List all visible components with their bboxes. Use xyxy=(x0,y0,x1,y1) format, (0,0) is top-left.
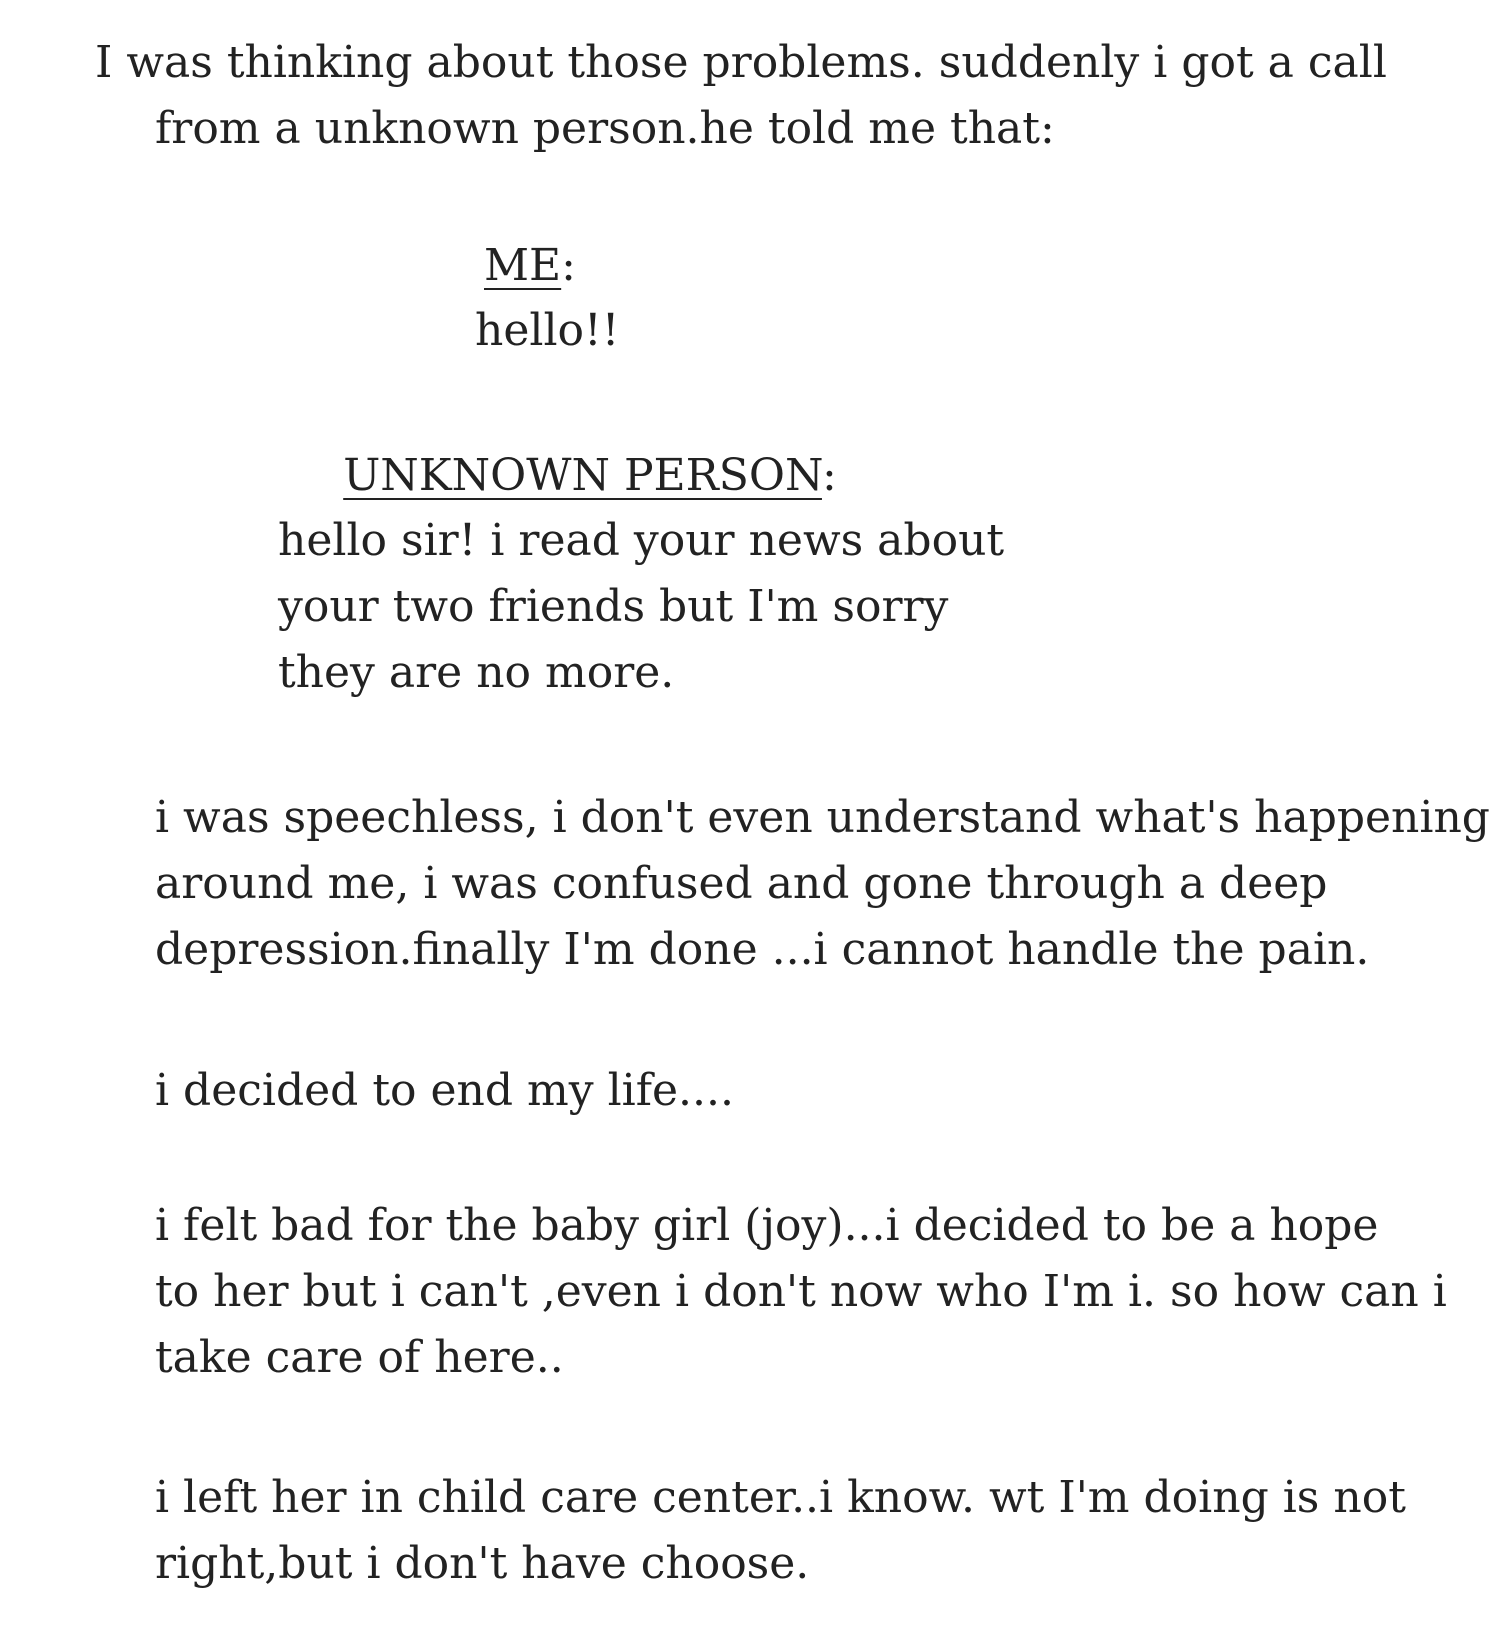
paragraph-line: i decided to end my life.... xyxy=(155,1065,735,1116)
paragraph-line: right,but i don't have choose. xyxy=(155,1538,810,1589)
paragraph-left xyxy=(155,1465,1406,1597)
speaker-me-heading xyxy=(0,233,1060,299)
paragraph-line: i left her in child care center..i know. wt I'm doing is not xyxy=(155,1472,1406,1523)
paragraph-line: around me, i was confused and gone through a deep xyxy=(155,858,1328,909)
paragraph-speechless xyxy=(155,785,1490,983)
unknown-speech-line: hello sir! i read your news about xyxy=(278,515,1005,566)
paragraph-line: to her but i can't ,even i don't now who I'm i. so how can i xyxy=(155,1266,1447,1317)
intro-line-2: from a unknown person.he told me that: xyxy=(155,103,1055,154)
speaker-unknown-colon: : xyxy=(821,450,837,501)
speaker-unknown-speech xyxy=(278,508,1004,706)
paragraph-line: i was speechless, i don't even understand what's happening xyxy=(155,792,1490,843)
paragraph-line: depression.finally I'm done ...i cannot handle the pain. xyxy=(155,924,1370,975)
unknown-speech-line: your two friends but I'm sorry xyxy=(278,581,949,632)
paragraph-decided xyxy=(155,1058,734,1124)
paragraph-line: take care of here.. xyxy=(155,1332,564,1383)
unknown-speech-line: they are no more. xyxy=(278,647,675,698)
speaker-unknown-label: UNKNOWN PERSON xyxy=(343,450,822,501)
speaker-unknown-heading xyxy=(0,443,1180,509)
speaker-me-colon: : xyxy=(561,240,576,291)
speaker-me-label: ME xyxy=(484,240,562,291)
intro-line-1: I was thinking about those problems. suddenly i got a call xyxy=(95,37,1387,88)
speaker-me-line: hello!! xyxy=(475,305,620,356)
paragraph-line: i felt bad for the baby girl (joy)...i decided to be a hope xyxy=(155,1200,1379,1251)
intro-paragraph xyxy=(95,30,1387,162)
paragraph-felt xyxy=(155,1193,1447,1391)
